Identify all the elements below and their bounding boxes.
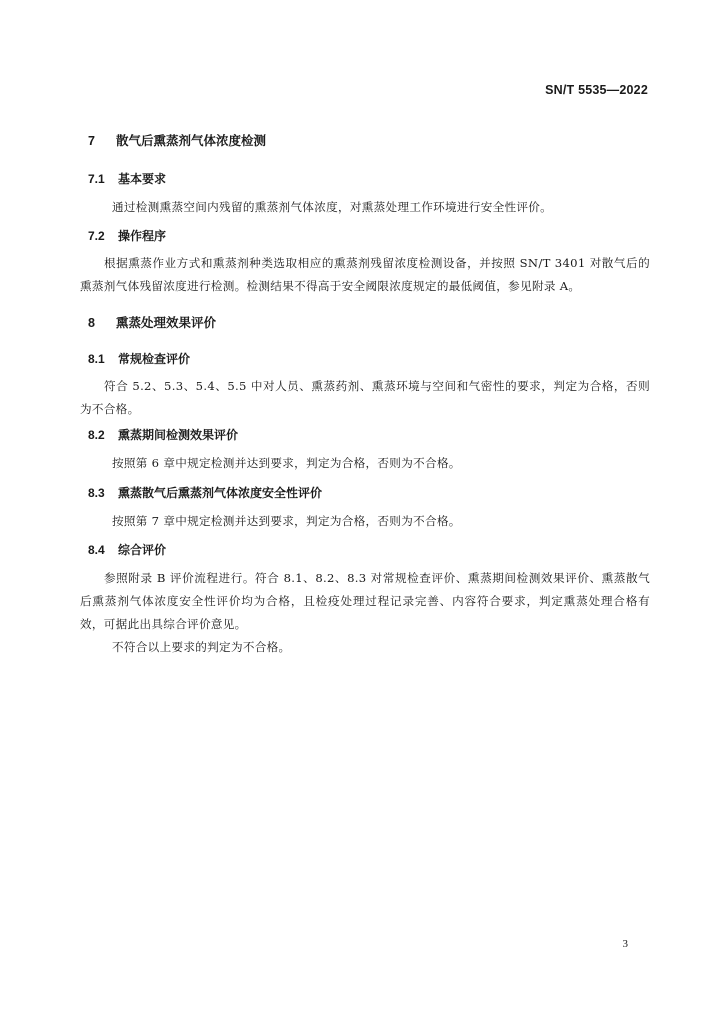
section-8-3-paragraph: [88, 510, 648, 533]
subsection-title: 常规检查评价: [118, 352, 191, 366]
section-title: 散气后熏蒸剂气体浓度检测: [116, 133, 267, 148]
paragraph: 通过检测熏蒸空间内残留的熏蒸剂气体浓度，对熏蒸处理工作环境进行安全性评价。: [112, 200, 553, 214]
paragraph: 根据熏蒸作业方式和熏蒸剂种类选取相应的熏蒸剂残留浓度检测设备，并按照 SN/T 3401 对散气后的熏蒸剂气体残留浓度进行检测。检测结果不得高于安全阈限浓度规定的最低阈值，参见附录 A。: [80, 256, 650, 293]
section-8-2-heading: [88, 426, 648, 444]
section-7-1-paragraph: [88, 196, 648, 219]
subsection-number: 8.1: [88, 352, 105, 366]
section-8-1-heading: [88, 350, 648, 368]
section-7-heading: [88, 132, 648, 150]
section-title: 熏蒸处理效果评价: [116, 315, 217, 330]
standard-code: SN/T 5535—2022: [545, 83, 648, 97]
paragraph: 参照附录 B 评价流程进行。符合 8.1、8.2、8.3 对常规检查评价、熏蒸期间检测效果评价、熏蒸散气后熏蒸剂气体浓度安全性评价均为合格，且检疫处理过程记录完善、内容符合要求，判定熏蒸处理合格有效，可据此出具综合评价意见。: [80, 571, 650, 631]
section-number: 8: [88, 316, 95, 330]
subsection-title: 基本要求: [118, 172, 167, 186]
subsection-title: 熏蒸期间检测效果评价: [118, 428, 239, 442]
subsection-number: 8.3: [88, 486, 105, 500]
subsection-title: 操作程序: [118, 229, 167, 243]
section-7-2-heading: [88, 227, 648, 245]
subsection-number: 7.2: [88, 229, 105, 243]
subsection-number: 7.1: [88, 172, 105, 186]
paragraph: 不符合以上要求的判定为不合格。: [112, 640, 291, 654]
paragraph: 符合 5.2、5.3、5.4、5.5 中对人员、熏蒸药剂、熏蒸环境与空间和气密性的要求，判定为合格，否则为不合格。: [80, 379, 650, 416]
subsection-title: 综合评价: [118, 543, 167, 557]
section-8-4-paragraph: [80, 567, 650, 659]
section-8-2-paragraph: [88, 452, 648, 475]
subsection-number: 8.2: [88, 428, 105, 442]
paragraph: 按照第 7 章中规定检测并达到要求，判定为合格，否则为不合格。: [112, 514, 461, 528]
section-8-1-paragraph: [80, 375, 650, 421]
paragraph: 按照第 6 章中规定检测并达到要求，判定为合格，否则为不合格。: [112, 456, 461, 470]
section-8-3-heading: [88, 484, 648, 502]
subsection-number: 8.4: [88, 543, 105, 557]
section-number: 7: [88, 134, 95, 148]
page-number: 3: [622, 938, 628, 950]
section-7-2-paragraph: [80, 252, 650, 298]
section-8-4-heading: [88, 541, 648, 559]
subsection-title: 熏蒸散气后熏蒸剂气体浓度安全性评价: [118, 486, 323, 500]
section-8-heading: [88, 314, 648, 332]
section-7-1-heading: [88, 170, 648, 188]
